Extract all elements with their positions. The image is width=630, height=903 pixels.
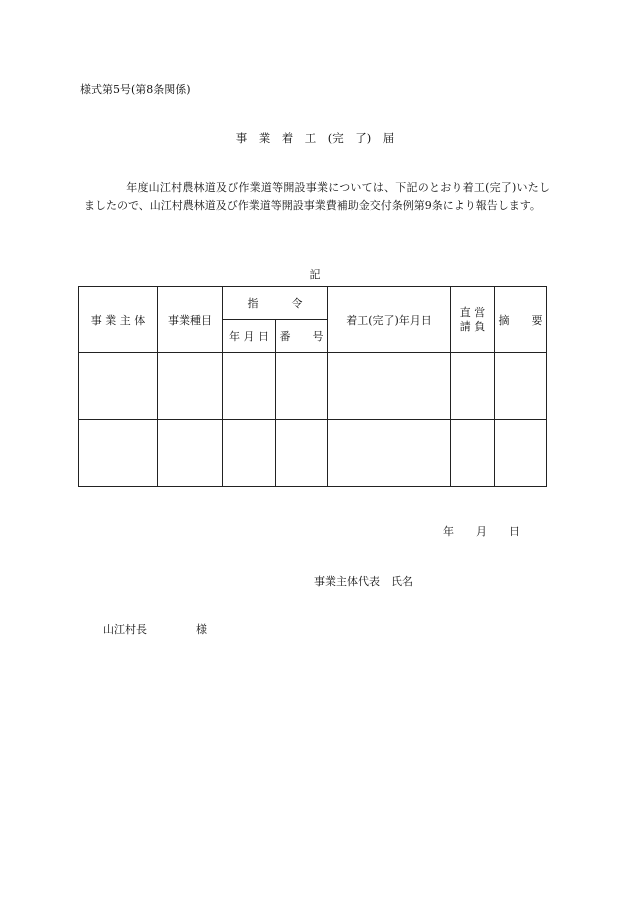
table-cell[interactable] (79, 353, 158, 420)
document-title: 事 業 着 工 (完 了) 届 (235, 131, 395, 145)
ki-heading: 記 (309, 268, 321, 281)
table-cell[interactable] (451, 420, 495, 487)
header-directive-date: 年 月 日 (223, 320, 276, 353)
body-paragraph (84, 179, 550, 215)
table-cell[interactable] (223, 420, 276, 487)
table-cell[interactable] (79, 420, 158, 487)
header-remarks: 摘 要 (495, 287, 547, 353)
representative-name-line: 事業主体代表 氏名 (314, 575, 413, 588)
table-cell[interactable] (495, 353, 547, 420)
table-cell[interactable] (276, 420, 328, 487)
header-method (451, 287, 495, 353)
project-table (78, 286, 547, 487)
header-start-date: 着工(完了)年月日 (328, 287, 451, 353)
honorific: 様 (196, 623, 207, 636)
table-cell[interactable] (158, 353, 223, 420)
header-method-direct: 直 営 (459, 305, 486, 319)
table-cell[interactable] (451, 353, 495, 420)
table-cell[interactable] (276, 353, 328, 420)
body-text: 年度山江村農林道及び作業道等開設事業については、下記のとおり着工(完了)いたしましたので、山江村農林道及び作業道等開設事業費補助金交付条例第9条により報告します。 (84, 181, 550, 212)
header-directive-number: 番 号 (276, 320, 328, 353)
table-cell[interactable] (495, 420, 547, 487)
table-row (79, 420, 547, 487)
addressee: 山江村長 (103, 623, 147, 636)
table-row (79, 353, 547, 420)
table-cell[interactable] (223, 353, 276, 420)
table-header-row (79, 287, 547, 320)
table-cell[interactable] (328, 420, 451, 487)
header-entity: 事 業 主 体 (79, 287, 158, 353)
table-cell[interactable] (158, 420, 223, 487)
header-method-contract: 請 負 (459, 319, 486, 333)
table-cell[interactable] (328, 353, 451, 420)
header-project-type: 事業種目 (158, 287, 223, 353)
date-line: 年 月 日 (443, 525, 520, 538)
form-number: 様式第5号(第8条関係) (80, 83, 191, 96)
header-directive: 指 令 (223, 287, 328, 320)
